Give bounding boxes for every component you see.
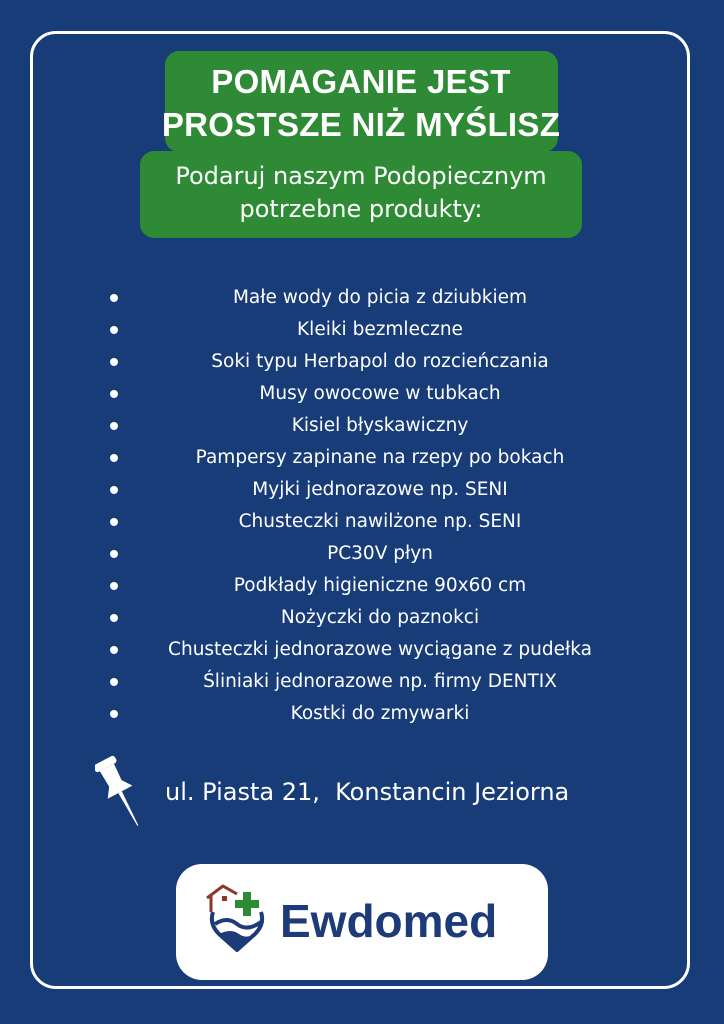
bullet-icon <box>110 326 118 334</box>
list-item <box>100 538 660 570</box>
list-item <box>100 698 660 730</box>
ewdomed-heart-house-icon <box>203 878 273 958</box>
subtitle-line-1: Podaruj naszym Podopiecznym <box>175 162 547 190</box>
address-row <box>95 752 655 836</box>
list-item <box>100 378 660 410</box>
address-text: ul. Piasta 21, Konstancin Jeziorna <box>165 778 570 806</box>
list-item <box>100 282 660 314</box>
bullet-icon <box>110 678 118 686</box>
bullet-icon <box>110 390 118 398</box>
bullet-icon <box>110 550 118 558</box>
list-item <box>100 634 660 666</box>
list-item-label: Śliniaki jednorazowe np. firmy DENTIX <box>203 671 557 692</box>
bullet-icon <box>110 518 118 526</box>
pushpin-icon <box>95 752 147 836</box>
list-item <box>100 666 660 698</box>
list-item-label: Kleiki bezmleczne <box>297 319 463 340</box>
list-item <box>100 346 660 378</box>
list-item <box>100 442 660 474</box>
subtitle <box>140 160 582 226</box>
bullet-icon <box>110 454 118 462</box>
bullet-icon <box>110 422 118 430</box>
list-item-label: Podkłady higieniczne 90x60 cm <box>233 575 527 596</box>
bullet-icon <box>110 646 118 654</box>
list-item-label: Musy owocowe w tubkach <box>259 383 501 404</box>
subtitle-line-2: potrzebne produkty: <box>239 195 483 223</box>
list-item <box>100 570 660 602</box>
list-item-label: Kisiel błyskawiczny <box>291 415 469 436</box>
list-item-label: Myjki jednorazowe np. SENI <box>252 479 508 500</box>
list-item <box>100 474 660 506</box>
list-item-label: Małe wody do picia z dziubkiem <box>232 287 528 308</box>
list-item-label: Chusteczki jednorazowe wyciągane z pudełka <box>168 639 592 660</box>
headline-line-2: PROSTSZE NIŻ MYŚLISZ <box>161 106 561 143</box>
list-item-label: Nożyczki do paznokci <box>280 607 480 628</box>
list-item <box>100 506 660 538</box>
headline <box>140 60 582 146</box>
logo-wordmark: Ewdomed <box>280 895 498 947</box>
list-item-label: PC30V płyn <box>327 543 433 564</box>
logo-card <box>176 864 548 980</box>
bullet-icon <box>110 294 118 302</box>
list-item <box>100 314 660 346</box>
list-item-label: Kostki do zmywarki <box>290 703 470 724</box>
list-item <box>100 410 660 442</box>
list-item-label: Chusteczki nawilżone np. SENI <box>238 511 522 532</box>
bullet-icon <box>110 710 118 718</box>
bullet-icon <box>110 582 118 590</box>
bullet-icon <box>110 486 118 494</box>
bullet-icon <box>110 358 118 366</box>
bullet-icon <box>110 614 118 622</box>
list-item-label: Soki typu Herbapol do rozcieńczania <box>211 351 549 372</box>
product-list <box>100 282 660 730</box>
list-item-label: Pampersy zapinane na rzepy po bokach <box>195 447 565 468</box>
headline-line-1: POMAGANIE JEST <box>211 63 511 100</box>
list-item <box>100 602 660 634</box>
